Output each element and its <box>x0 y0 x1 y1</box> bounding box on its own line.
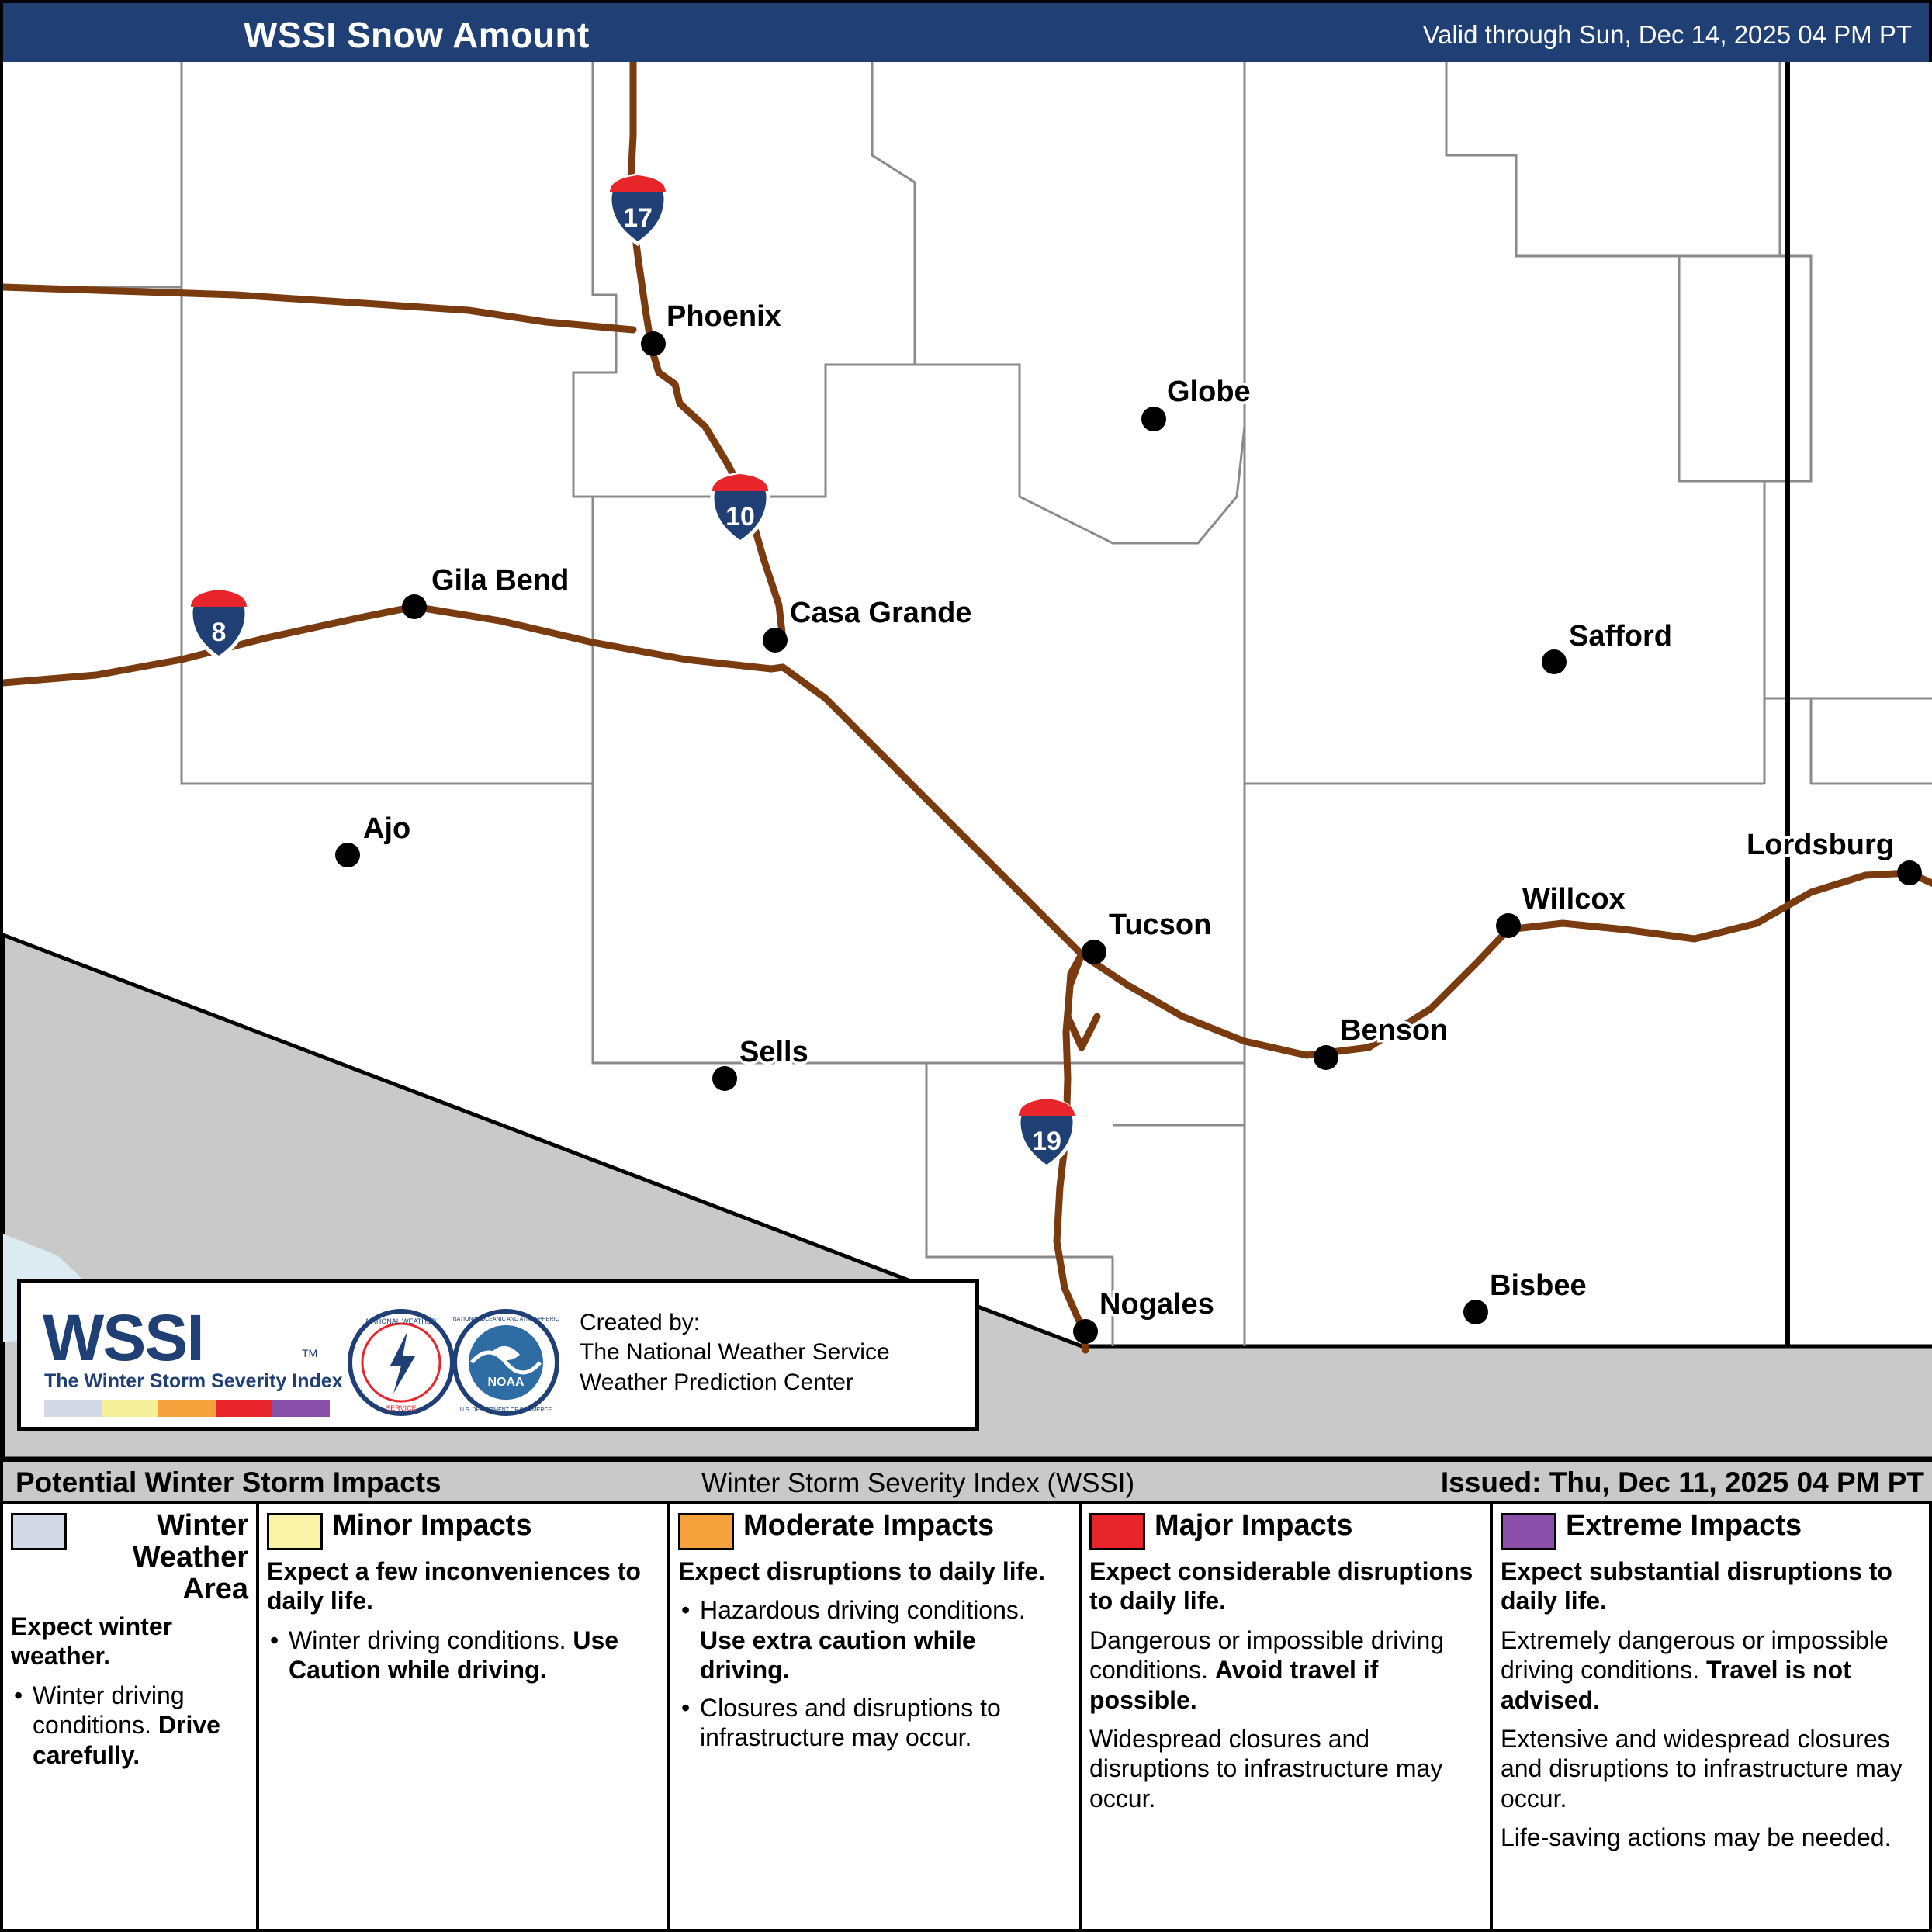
wssi-color-swatches <box>44 1400 330 1417</box>
city-label: Casa Grande <box>790 597 972 629</box>
wssi-swatch-1 <box>102 1400 159 1417</box>
city-dot <box>1542 649 1567 674</box>
legend-color-chip-minor-impacts <box>267 1513 323 1550</box>
legend-paragraph: Life-saving actions may be needed. <box>1501 1823 1892 1852</box>
svg-text:NOAA: NOAA <box>487 1376 525 1389</box>
created-by-block <box>580 1308 890 1397</box>
legend-body-moderate-impacts <box>678 1556 1071 1752</box>
legend-column-minor-impacts <box>259 1504 670 1932</box>
wssi-logo-box <box>17 1279 979 1431</box>
svg-text:19: 19 <box>1032 1127 1061 1156</box>
city-dot <box>1082 940 1106 964</box>
city-dot <box>763 628 788 653</box>
svg-text:NATIONAL OCEANIC AND ATMOSPHER: NATIONAL OCEANIC AND ATMOSPHERIC <box>452 1317 559 1322</box>
city-dot <box>712 1066 737 1091</box>
legend-paragraph: Extensive and widespread closures and disruptions to infrastructure may occur. <box>1501 1724 1903 1813</box>
legend-bullet: • Hazardous driving conditions. Use extra caution while driving. <box>700 1595 1071 1684</box>
legend-paragraph: Widespread closures and disruptions to infrastructure may occur. <box>1089 1724 1443 1813</box>
svg-text:NATIONAL WEATHER: NATIONAL WEATHER <box>365 1317 437 1325</box>
legend-body-extreme-impacts <box>1501 1556 1924 1853</box>
legend-paragraph: Extremely dangerous or impossible driving conditions. Travel is not advised. <box>1501 1626 1889 1714</box>
city-label: Globe <box>1167 376 1251 408</box>
wssi-swatch-2 <box>158 1400 216 1417</box>
wssi-wordmark: WSSI <box>43 1301 203 1374</box>
city-label: Sells <box>739 1036 808 1068</box>
legend-title-extreme-impacts: Extreme Impacts <box>1566 1509 1802 1542</box>
svg-text:17: 17 <box>623 203 653 233</box>
city-dot <box>1897 860 1922 885</box>
legend-color-chip-moderate-impacts <box>678 1513 734 1550</box>
city-label: Phoenix <box>667 300 781 333</box>
legend-bullet: • Closures and disruptions to infrastructure may occur. <box>700 1693 1071 1753</box>
legend-paragraph: Dangerous or impossible driving conditions. Avoid travel if possible. <box>1089 1626 1445 1714</box>
svg-text:SERVICE: SERVICE <box>386 1404 417 1412</box>
legend-lead-major-impacts: Expect considerable disruptions to daily life. <box>1089 1557 1473 1615</box>
legend-row <box>3 1504 1932 1932</box>
impacts-bar-title: Potential Winter Storm Impacts <box>16 1466 441 1498</box>
created-by-line-1: Created by: <box>580 1310 701 1335</box>
city-dot <box>335 843 360 867</box>
legend-column-extreme-impacts <box>1493 1504 1932 1932</box>
city-label: Benson <box>1340 1014 1449 1047</box>
city-label: Ajo <box>363 812 411 845</box>
city-label: Willcox <box>1522 883 1626 916</box>
city-label: Bisbee <box>1490 1269 1587 1302</box>
city-dot <box>1463 1300 1488 1324</box>
legend-lead-minor-impacts: Expect a few inconveniences to daily life. <box>267 1557 641 1615</box>
legend-title-minor-impacts: Minor Impacts <box>332 1509 532 1542</box>
legend-body-minor-impacts <box>267 1556 660 1685</box>
national-weather-service-seal <box>347 1308 455 1417</box>
city-dot <box>1496 913 1521 938</box>
legend-title-winter-weather-area: Winter Weather Area <box>132 1509 248 1606</box>
city-label: Lordsburg <box>1747 829 1894 861</box>
legend-column-moderate-impacts <box>670 1504 1082 1932</box>
svg-text:8: 8 <box>211 618 227 647</box>
issued-text: Issued: Thu, Dec 11, 2025 04 PM PT <box>1440 1466 1924 1498</box>
page-title: WSSI Snow Amount <box>244 15 590 55</box>
impacts-bar <box>3 1459 1932 1504</box>
legend-title-major-impacts: Major Impacts <box>1155 1509 1353 1542</box>
city-label: Safford <box>1569 620 1672 653</box>
svg-text:10: 10 <box>725 502 755 531</box>
created-by-line-3: Weather Prediction Center <box>580 1369 853 1395</box>
wssi-swatch-0 <box>44 1400 102 1417</box>
legend-bullets-moderate-impacts <box>678 1595 1071 1752</box>
legend-bullets-winter-weather-area <box>11 1681 248 1770</box>
legend-lead-winter-weather-area: Expect winter weather. <box>11 1612 173 1671</box>
impacts-bar-subtitle: Winter Storm Severity Index (WSSI) <box>701 1468 1135 1498</box>
legend-title-moderate-impacts: Moderate Impacts <box>743 1509 995 1542</box>
legend-lead-moderate-impacts: Expect disruptions to daily life. <box>678 1557 1045 1585</box>
city-dot <box>1073 1319 1098 1344</box>
legend-color-chip-winter-weather-area <box>11 1513 67 1550</box>
wssi-swatch-4 <box>272 1400 330 1417</box>
legend-column-major-impacts <box>1082 1504 1493 1932</box>
legend-bullet: • Winter driving conditions. Drive carefully. <box>33 1681 248 1770</box>
city-dot <box>1314 1045 1338 1070</box>
wssi-trademark: TM <box>302 1347 318 1359</box>
header-bar <box>3 3 1929 62</box>
map-canvas[interactable] <box>3 62 1932 1459</box>
legend-bullet: • Winter driving conditions. Use Caution while driving. <box>289 1626 660 1685</box>
noaa-seal <box>452 1308 560 1417</box>
city-dot <box>402 594 427 619</box>
legend-body-winter-weather-area <box>11 1612 248 1770</box>
legend-lead-extreme-impacts: Expect substantial disruptions to daily life. <box>1501 1557 1892 1615</box>
city-label: Gila Bend <box>431 564 570 597</box>
svg-text:U.S. DEPARTMENT OF COMMERCE: U.S. DEPARTMENT OF COMMERCE <box>459 1407 552 1413</box>
wssi-tagline: The Winter Storm Severity Index <box>44 1370 343 1392</box>
legend-body-major-impacts <box>1089 1556 1482 1813</box>
city-label: Tucson <box>1109 909 1212 941</box>
city-label: Nogales <box>1099 1288 1214 1321</box>
legend-color-chip-extreme-impacts <box>1501 1513 1556 1550</box>
city-dot <box>641 331 666 356</box>
legend-bullets-minor-impacts <box>267 1626 660 1685</box>
wssi-swatch-3 <box>216 1400 273 1417</box>
city-dot <box>1141 407 1166 431</box>
valid-through-text: Valid through Sun, Dec 14, 2025 04 PM PT <box>1422 20 1912 49</box>
legend-column-winter-weather-area <box>3 1504 259 1932</box>
created-by-line-2: The National Weather Service <box>580 1339 890 1366</box>
legend-color-chip-major-impacts <box>1089 1513 1145 1550</box>
